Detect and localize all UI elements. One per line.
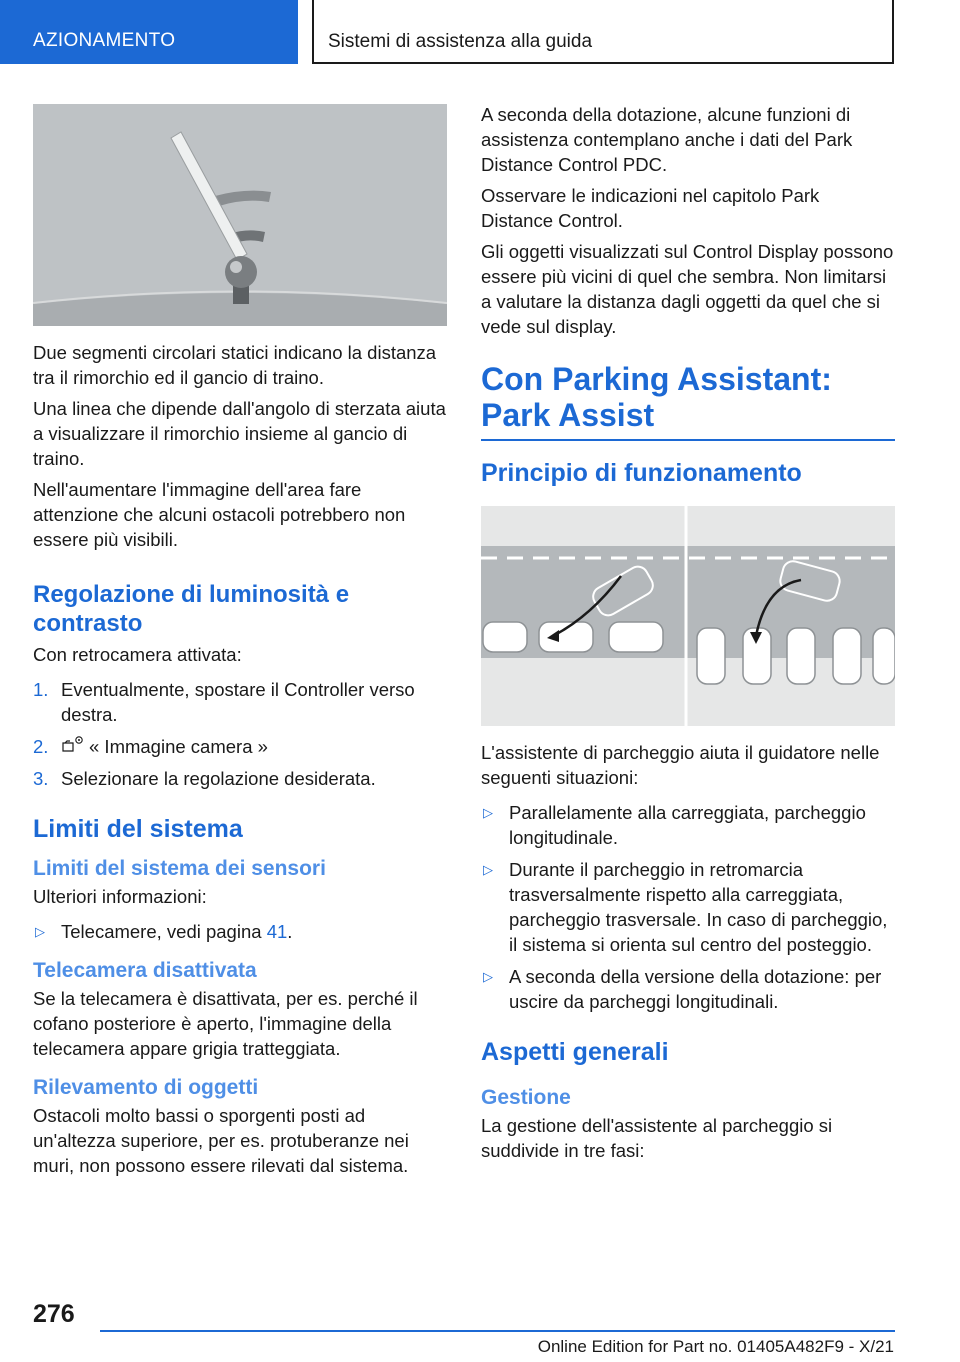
section-title: AZIONAMENTO — [33, 30, 176, 51]
chapter-title: Sistemi di assistenza alla guida — [328, 31, 593, 52]
heading-park-assist: Con Parking Assistant: Park Assist — [481, 361, 895, 441]
step-number: 2. — [33, 736, 49, 757]
bullet-text: Telecamere, vedi pagina — [61, 921, 267, 942]
step-item — [33, 734, 447, 759]
camera-settings-icon — [61, 734, 89, 759]
right-column — [481, 102, 895, 1169]
trailer-camera-illustration — [33, 104, 447, 326]
paragraph: Ostacoli molto bassi o sporgenti posti ad un'altezza superiore, per es. protuberanze nei muri, non possono essere rilevati dal sistema. — [33, 1105, 409, 1176]
paragraph: Nell'aumentare l'immagine dell'area fare attenzione che alcuni ostacoli potrebbero non essere più visibili. — [33, 479, 406, 550]
paragraph: Con retrocamera attivata: — [33, 644, 242, 665]
chapter-tab — [312, 0, 894, 64]
parking-illustration — [481, 506, 895, 726]
bullet-triangle-icon: ▷ — [483, 862, 493, 877]
step-item — [33, 766, 447, 791]
paragraph: Osservare le indicazioni nel capitolo Park Distance Control. — [481, 185, 820, 231]
bullet-item — [481, 964, 895, 1014]
paragraph: Ulteriori informazioni: — [33, 886, 207, 907]
paragraph: Una linea che dipende dall'angolo di sterzata aiuta a visualizzare il rimorchio insieme al gancio di traino. — [33, 398, 446, 469]
page-link[interactable]: 41 — [266, 921, 288, 942]
heading-camera-off: Telecamera disattivata — [33, 959, 257, 982]
step-number: 3. — [33, 768, 49, 789]
bullet-list — [33, 919, 447, 944]
bullet-triangle-icon: ▷ — [483, 805, 493, 820]
bullet-text: Durante il parcheggio in retromarcia trasversalmente rispetto alla carreggiata, parcheggio trasversale. In caso di parcheggio, il sistema si orienta sul centro del posteggio. — [509, 859, 888, 955]
bullet-text: Parallelamente alla carreggiata, parcheggio longitudinale. — [509, 802, 866, 848]
bullet-text-end: . — [287, 921, 293, 942]
heading-principle: Principio di funzionamento — [481, 459, 802, 487]
paragraph: L'assistente di parcheggio aiuta il guidatore nelle seguenti situazioni: — [481, 742, 880, 788]
paragraph: Gli oggetti visualizzati sul Control Display possono essere più vicini di quel che sembra. Non limitarsi a valutare la distanza dagli oggetti da quel che si vede sul display. — [481, 241, 894, 337]
bullet-text: A seconda della versione della dotazione: per uscire da parcheggi longitudinali. — [509, 966, 882, 1012]
left-column — [33, 104, 447, 1184]
bullet-triangle-icon: ▷ — [35, 924, 45, 939]
steps-list — [33, 677, 447, 791]
bullet-item — [33, 919, 447, 944]
paragraph: Due segmenti circolari statici indicano la distanza tra il rimorchio ed il gancio di traino. — [33, 342, 437, 388]
paragraph: Se la telecamera è disattivata, per es. perché il cofano posteriore è aperto, l'immagine della telecamera appare grigia tratteggiata. — [33, 988, 418, 1059]
heading-sensor-limits: Limiti del sistema dei sensori — [33, 857, 326, 880]
paragraph: La gestione dell'assistente al parcheggio si suddivide in tre fasi: — [481, 1115, 833, 1161]
edition-note: Online Edition for Part no. 01405A482F9 - X/21 — [537, 1337, 894, 1356]
step-number: 1. — [33, 679, 49, 700]
step-item — [33, 677, 447, 727]
page-header — [0, 0, 960, 66]
step-text: « Immagine camera » — [89, 736, 268, 757]
footer-divider — [100, 1330, 895, 1332]
heading-general: Aspetti generali — [481, 1038, 669, 1066]
page-number: 276 — [33, 1300, 75, 1328]
paragraph: A seconda della dotazione, alcune funzioni di assistenza contemplano anche i dati del Park Distance Control PDC. — [481, 104, 853, 175]
heading-object-detection: Rilevamento di oggetti — [33, 1076, 259, 1099]
bullet-triangle-icon: ▷ — [483, 969, 493, 984]
bullet-item — [481, 857, 895, 957]
heading-management: Gestione — [481, 1086, 571, 1109]
bullet-item — [481, 800, 895, 850]
step-text: Selezionare la regolazione desiderata. — [61, 768, 376, 789]
step-text: Eventualmente, spostare il Controller verso destra. — [61, 679, 415, 725]
bullet-list — [481, 800, 895, 1014]
section-tab — [0, 0, 298, 64]
heading-brightness: Regolazione di luminosità e contrasto — [33, 581, 350, 637]
heading-limits: Limiti del sistema — [33, 815, 243, 843]
